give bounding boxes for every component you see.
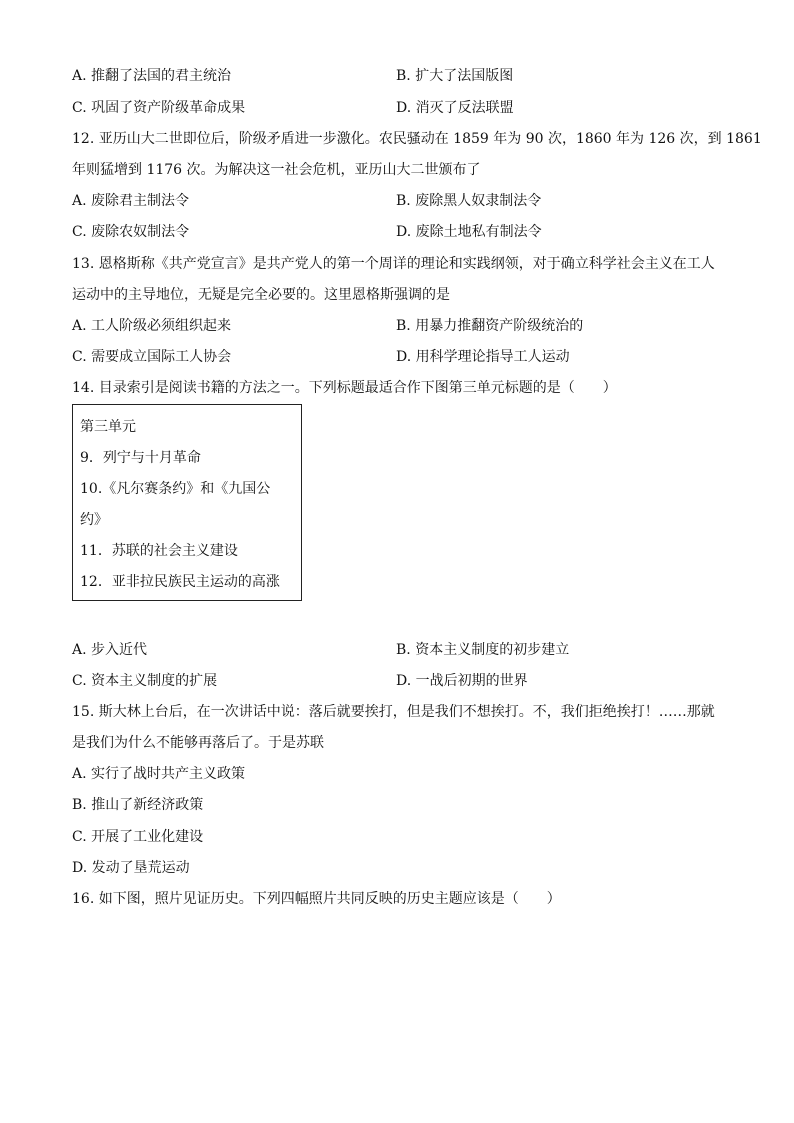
q11-option-a: A. 推翻了法国的君主统治 — [72, 68, 232, 84]
q13-option-a: A. 工人阶级必须组织起来 — [72, 318, 232, 334]
q11-option-d: D. 消灭了反法联盟 — [396, 100, 514, 116]
q13-option-b: B. 用暴力推翻资产阶级统治的 — [396, 318, 584, 334]
q12-option-d: D. 废除土地私有制法令 — [396, 224, 542, 240]
q12-stem-line2: 年则猛增到 1176 次。为解决这一社会危机，亚历山大二世颁布了 — [72, 162, 481, 178]
q14-option-c: C. 资本主义制度的扩展 — [72, 673, 218, 689]
q14-option-d: D. 一战后初期的世界 — [396, 673, 528, 689]
toc-item: 11．苏联的社会主义建设 — [80, 543, 238, 559]
q16-stem: 16. 如下图，照片见证历史。下列四幅照片共同反映的历史主题应该是（ ） — [72, 891, 561, 907]
q13-option-c: C. 需要成立国际工人协会 — [72, 349, 232, 365]
q15-stem-line2: 是我们为什么不能够再落后了。于是苏联 — [72, 735, 324, 751]
toc-item: 10.《凡尔赛条约》和《九国公 — [80, 481, 271, 497]
q12-option-c: C. 废除农奴制法令 — [72, 224, 190, 240]
q12-option-b: B. 废除黑人奴隶制法令 — [396, 193, 542, 209]
toc-item: 约》 — [80, 512, 108, 528]
toc-unit-title: 第三单元 — [80, 419, 136, 435]
q11-option-b: B. 扩大了法国版图 — [396, 68, 514, 84]
q14-option-a: A. 步入近代 — [72, 642, 148, 658]
q11-option-c: C. 巩固了资产阶级革命成果 — [72, 100, 246, 116]
q14-stem: 14. 目录索引是阅读书籍的方法之一。下列标题最适合作下图第三单元标题的是（ ） — [72, 380, 617, 396]
q15-option-d: D. 发动了垦荒运动 — [72, 860, 190, 876]
q12-stem-line1: 12. 亚历山大二世即位后，阶级矛盾进一步激化。农民骚动在 1859 年为 90 次，1860 年为 126 次，到 1861 — [72, 131, 762, 147]
q14-option-b: B. 资本主义制度的初步建立 — [396, 642, 570, 658]
q13-stem-line1: 13. 恩格斯称《共产党宣言》是共产党人的第一个周详的理论和实践纲领，对于确立科学社会主义在工人 — [72, 256, 715, 272]
q15-option-a: A. 实行了战时共产主义政策 — [72, 766, 246, 782]
q15-stem-line1: 15. 斯大林上台后，在一次讲话中说：落后就要挨打，但是我们不想挨打。不，我们拒绝挨打！……那就 — [72, 704, 715, 720]
table-of-contents-box — [72, 404, 302, 601]
q12-option-a: A. 废除君主制法令 — [72, 193, 190, 209]
q13-stem-line2: 运动中的主导地位，无疑是完全必要的。这里恩格斯强调的是 — [72, 287, 450, 303]
toc-item: 9．列宁与十月革命 — [80, 450, 201, 466]
q13-option-d: D. 用科学理论指导工人运动 — [396, 349, 570, 365]
q15-option-b: B. 推山了新经济政策 — [72, 797, 204, 813]
q15-option-c: C. 开展了工业化建设 — [72, 829, 204, 845]
toc-item: 12．亚非拉民族民主运动的高涨 — [80, 574, 280, 590]
